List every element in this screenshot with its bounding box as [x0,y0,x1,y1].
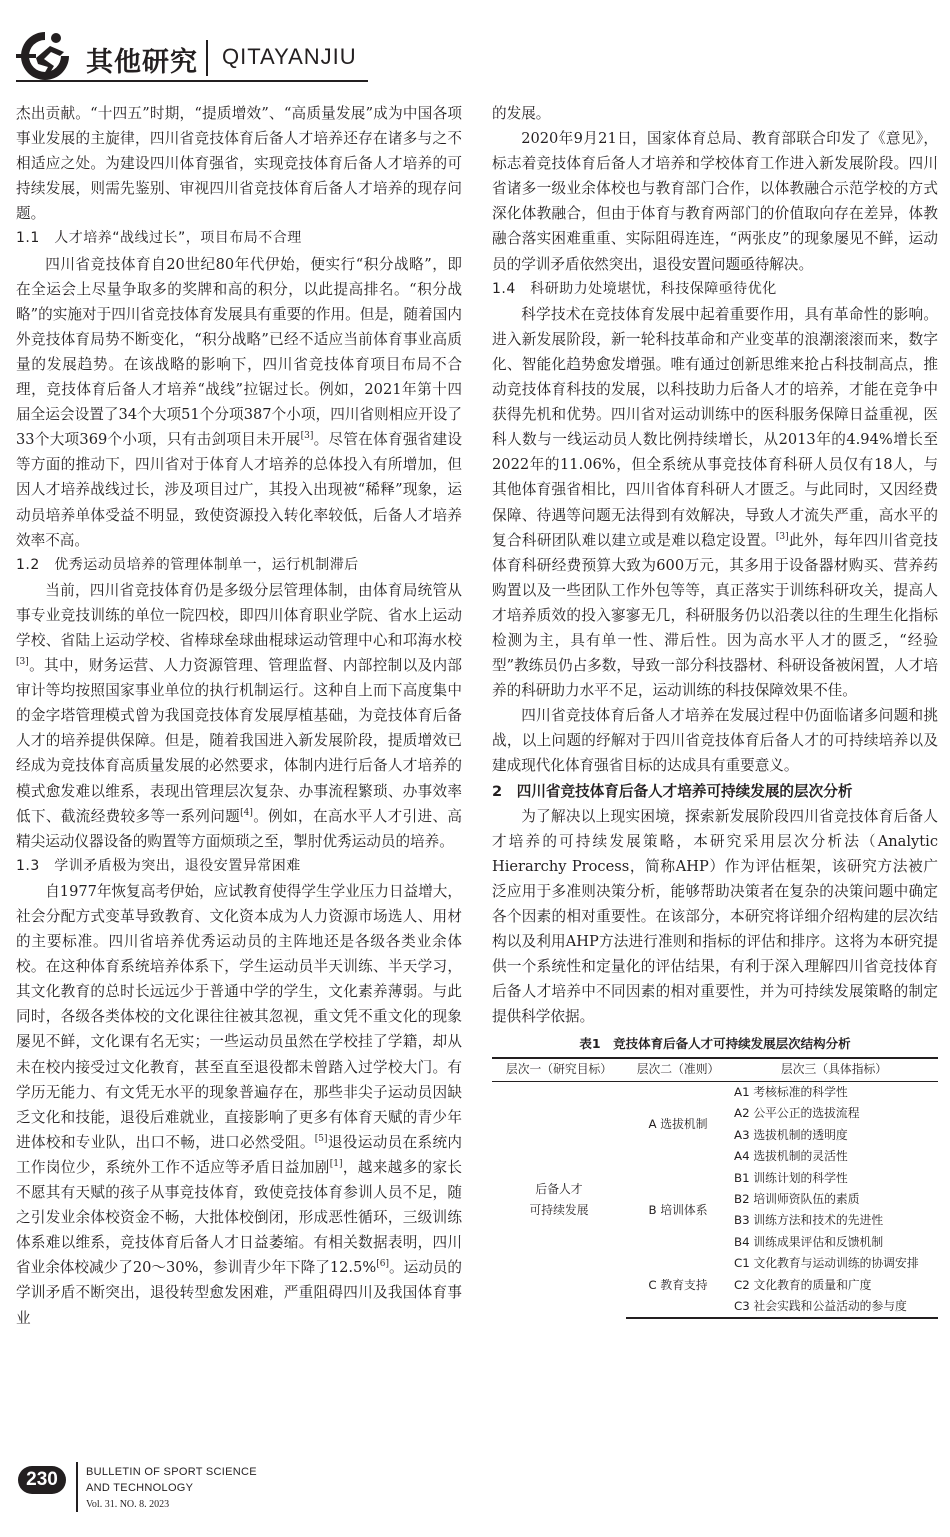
indicator-cell: A2 公平公正的选拔流程 [734,1106,860,1121]
section-title-pinyin: QITAYANJIU [222,44,357,69]
heading-2: 2 四川省竞技体育后备人才培养可持续发展的层次分析 [492,782,853,800]
table-header-cell: 层次三（具体指标） [730,1058,938,1081]
indicator-cell: B1 训练计划的科学性 [734,1170,848,1185]
footer-divider [76,1462,78,1512]
goal-cell: 后备人才 可持续发展 [529,1181,589,1218]
citation-6: [6] [376,1259,389,1270]
heading-1-4: 1.4 科研助力处境堪忧，科技保障亟待优化 [492,280,777,297]
indicator-cell: A1 考核标准的科学性 [734,1084,848,1099]
indicator-cell: B3 训练方法和技术的先进性 [734,1213,884,1228]
paragraph-2-ahp: 为了解决以上现实困境，探索新发展阶段四川省竞技体育后备人才培养的可持续发展策略，本研究采用层次分析法（Analytic Hierarchy Process，简称AHP）作为评估框架，该研究方法被广泛应用于多准则决策分析，能够帮助决策者在复杂的决策问题中确定各个因素的相对重要性。在该部分，本研究将详细介绍构建的层次结构以及利用AHP方法进行准则和指标的评估和排序。这将为本研究提供一个系统性和定量化的评估结果，有利于深入理解四川省竞技体育后备人才培养中不同因素的相对重要性，并为可持续发展策略的制定提供科学依据。 [492,807,938,1026]
journal-name-line2: AND TECHNOLOGY [86,1482,194,1494]
criterion-cell: C 教育支持 [626,1253,730,1318]
paragraph-summary: 四川省竞技体育后备人才培养在发展过程中仍面临诸多问题和挑战，以上问题的纾解对于四川省竞技体育后备人才的可持续培养以及建成现代化体育强省目标的达成具有重要意义。 [492,707,938,775]
indicator-cell: C3 社会实践和公益活动的参与度 [730,1296,938,1318]
paragraph-1-1: 四川省竞技体育自20世纪80年代伊始，便实行“积分战略”，即在全运会上尽量争取多的奖牌和高的积分，以此提高排名。“积分战略”的实施对于四川省竞技体育发展具有重要的作用。但是，随着国内外竞技体育局势不断变化，“积分战略”已经不适应当前体育事业高质量的发展趋势。在该战略的影响下，四川省竞技体育项目布局不合理，竞技体育后备人才培养“战线”拉锯过长。例如，2021年第十四届全运会设置了34个大项51个分项387个小项，四川省则相应开设了33个大项369个小项，只有击剑项目未开展[3]。尽管在体育强省建设等方面的推动下，四川省对于体育人才培养的总体投入有所增加，但因人才培养战线过长，涉及项目过广，其投入出现被“稀释”现象，运动员培养单体受益不明显，致使资源投入转化率较低，后备人才培养效率不高。 [16,255,462,549]
criterion-cell: B 培训体系 [648,1202,708,1217]
citation-3: [3] [300,431,314,442]
paragraph-2020-opinion: 2020年9月21日，国家体育总局、教育部联合印发了《意见》，标志着竞技体育后备人才培养和学校体育工作进入新发展阶段。四川省诸多一级业余体校也与教育部门合作，以体教融合示范学校的方式深化体教融合，但由于体育与教育两部门的价值取向存在差异，体教融合落实困难重重、实际阻碍连连，“两张皮”的现象屡见不鲜，运动员的学训矛盾依然突出，退役安置问题亟待解决。 [492,130,938,273]
section-title: 其他研究 [86,47,198,78]
indicator-cell: A3 选拔机制的透明度 [734,1127,848,1142]
citation-3: [3] [16,657,29,668]
heading-1-2: 1.2 优秀运动员培养的管理体制单一，运行机制滞后 [16,556,359,573]
paragraph-1-2: 当前，四川省竞技体育仍是多级分层管理体制，由体育局统管从事专业竞技训练的单位一院四校，即四川体育职业学院、省水上运动学校、省陆上运动学校、省棒球垒球曲棍球运动管理中心和邛海水校[3]。其中，财务运营、人力资源管理、管理监督、内部控制以及内部审计等均按照国家事业单位的执行机制运行。这种自上而下高度集中的金字塔管理模式曾为我国竞技体育发展厚植基础，为竞技体育后备人才的培养提供保障。但是，随着我国进入新发展阶段，提质增效已经成为竞技体育高质量发展的必然要求，体制内进行后备人才培养的模式愈发难以维系，表现出管理层次复杂、办事流程繁琐、办事效率低下、截流经费较多等一系列问题[4]。例如，在高水平人才引进、高精尖运动仪器设备的购置等方面烦琐之至，掣肘优秀运动员的培养。 [16,581,462,850]
heading-1-3: 1.3 学训矛盾极为突出，退役安置异常困难 [16,857,301,874]
citation-1: [1] [329,1159,343,1170]
header-divider [206,40,208,76]
citation-4: [4] [240,807,253,818]
header-rule [16,80,368,82]
table-row [492,1081,938,1103]
table-header-cell: 层次二（准则） [626,1058,730,1081]
table-header-row [492,1058,938,1081]
page-header [0,0,950,100]
sport-runner-logo-icon [16,28,74,84]
citation-3: [3] [775,531,789,542]
paragraph-continued: 的发展。 [492,105,551,122]
table-caption: 表1 竞技体育后备人才可持续发展层次结构分析 [579,1036,851,1052]
indicator-cell: C1 文化教育与运动训练的协调安排 [734,1256,919,1271]
page-footer [16,1462,416,1532]
page-number: 230 [18,1466,66,1494]
heading-1-1: 1.1 人才培养“战线过长”，项目布局不合理 [16,230,302,247]
paragraph-1-4: 科学技术在竞技体育发展中起着重要作用，具有革命性的影响。进入新发展阶段，新一轮科技革命和产业变革的浪潮滚滚而来，数字化、智能化趋势愈发增强。唯有通过创新思维来抢占科技制高点，推动竞技体育科技的发展，以科技助力后备人才的培养，才能在竞争中获得先机和优势。四川省对运动训练中的医科服务保障日益重视，医科人数与一线运动员人数比例持续增长，从2013年的4.94%增长至2022年的11.06%，但全系统从事竞技体育科研人员仅有18人，与其他体育强省相比，四川省体育科研人才匮乏。与此同时，又因经费保障、待遇等问题无法得到有效解决，导致人才流失严重，高水平的复合科研团队难以建立或是难以稳定设置。[3]此外，每年四川省竞技体育科研经费预算大致为600万元，其多用于设备器材购买、营养药购置以及一些团队工作外包等等，真正落实于训练科研攻关，提高人才培养质效的投入寥寥无几，科研服务仍以沿袭以往的生理生化指标检测为主，具有单一性、滞后性。因为高水平人才的匮乏，“经验型”教练员仍占多数，导致一部分科技器材、科研设备被闲置，人才培养的科研助力水平不足，运动训练的科技保障效果不佳。 [492,305,938,700]
right-column [492,101,938,1319]
table-header-cell: 层次一（研究目标） [492,1058,626,1081]
paragraph-intro: 杰出贡献。“十四五”时期，“提质增效”、“高质量发展”成为中国各项事业发展的主旋律，四川省竞技体育后备人才培养还存在诸多与之不相适应之处。为建设四川体育强省，实现竞技体育后备人才培养的可持续发展，则需先鉴别、审视四川省竞技体育后备人才培养的现存问题。 [16,105,462,223]
criterion-cell: A 选拔机制 [648,1116,708,1131]
journal-volume: Vol. 31. NO. 8. 2023 [86,1499,170,1510]
indicator-cell: A4 选拔机制的灵活性 [734,1149,848,1164]
indicator-cell: B4 训练成果评估和反馈机制 [734,1234,884,1249]
indicator-cell: C2 文化教育的质量和广度 [734,1277,872,1292]
citation-5: [5] [314,1133,328,1144]
hierarchy-table [492,1057,938,1319]
left-column [16,101,462,1331]
journal-name-line1: BULLETIN OF SPORT SCIENCE [86,1466,257,1478]
indicator-cell: B2 培训师资队伍的素质 [734,1191,860,1206]
paragraph-1-3: 自1977年恢复高考伊始，应试教育使得学生学业压力日益增大，社会分配方式变革导致教育、文化资本成为人力资源市场选人、用材的主要标准。四川省培养优秀运动员的主阵地还是各级各类业余体校。在这种体育系统培养体系下，学生运动员半天训练、半天学习，其文化教育的总时长远远少于普通中学的学生，文化素养薄弱。与此同时，各级各类体校的文化课往往被其忽视，重文凭不重文化的现象屡见不鲜，文化课有名无实；一些运动员虽然在学校挂了学籍，却从未在校内接受过文化教育，甚至直至退役都未曾踏入过学校大门。有学历无能力、有文凭无水平的现象普遍存在，那些非尖子运动员因缺乏文化和技能，退役后难就业，直接影响了更多有体育天赋的青少年进体校和专业队，出口不畅，进口必然受阻。[5]退役运动员在系统内工作岗位少，系统外工作不适应等矛盾日益加剧[1]，越来越多的家长不愿其有天赋的孩子从事竞技体育，致使竞技体育参训人员不足，随之引发业余体校资金不畅，大批体校倒闭，形成恶性循环，三级训练体系难以维系，竞技体育后备人才日益萎缩。有相关数据表明，四川省业余体校减少了20～30%，参训青少年下降了12.5%[6]。运动员的学训矛盾不断突出，退役转型愈发困难，严重阻碍四川及我国体育事业 [16,882,462,1327]
